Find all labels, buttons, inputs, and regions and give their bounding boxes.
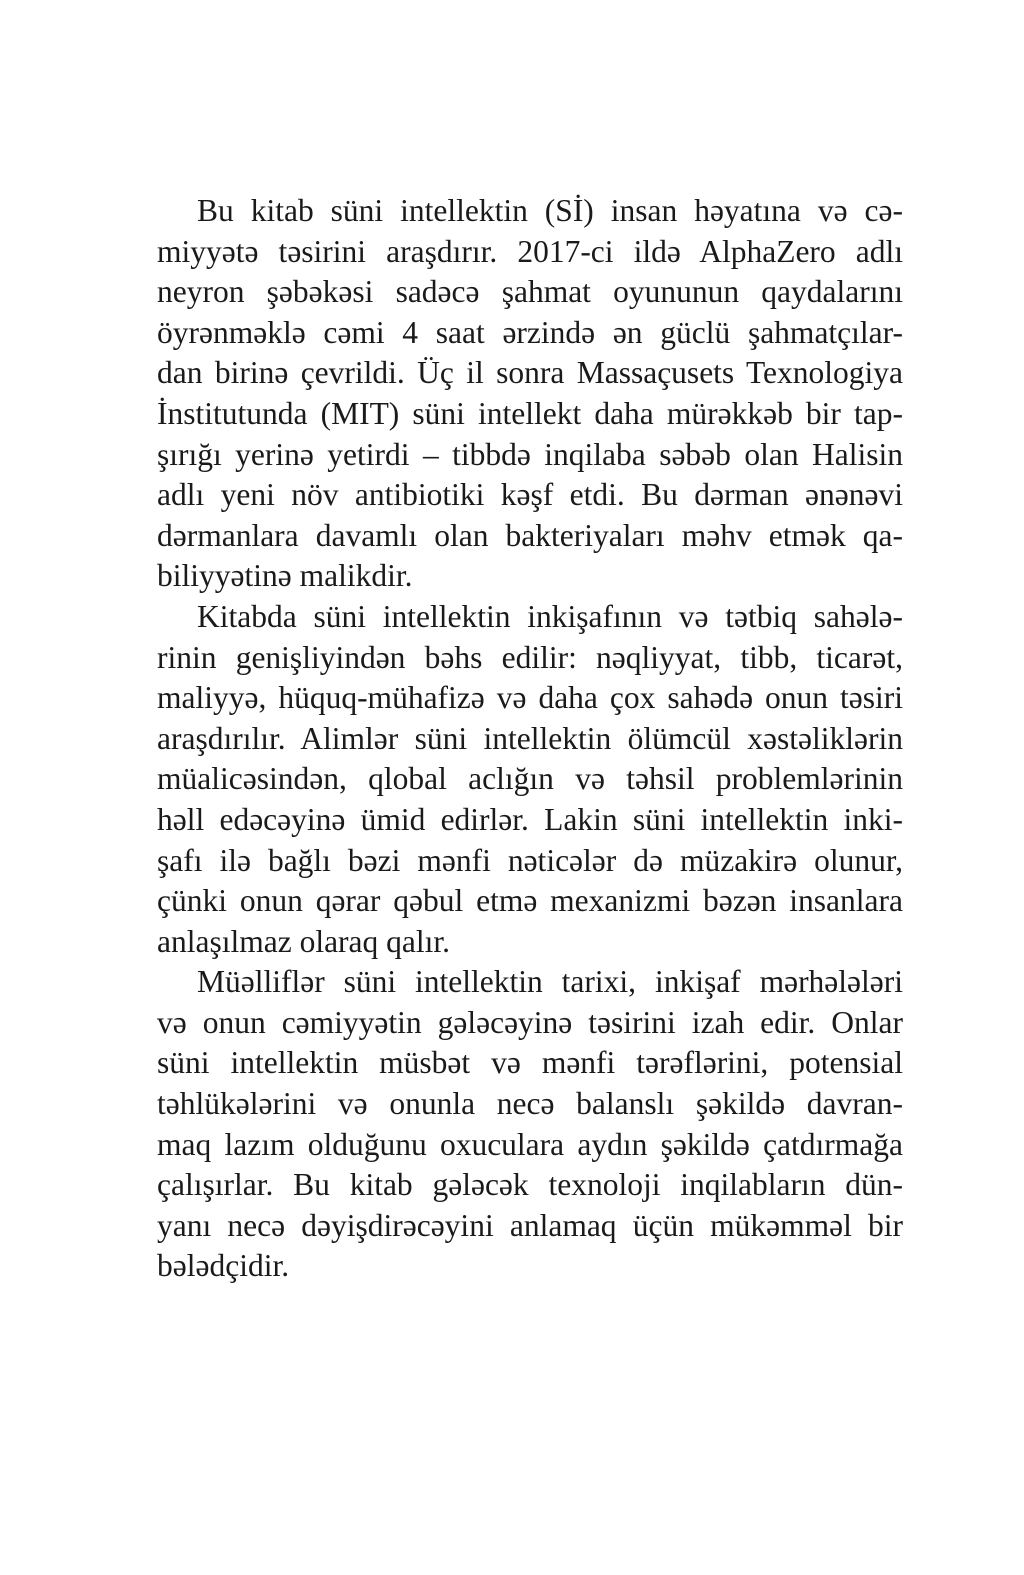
text-line: öyrənməklə cəmi 4 saat ərzində ən güclü şahmatçılar- (157, 314, 903, 350)
text-line: Kitabda süni intellektin inkişafının və tətbiq sahələ- (197, 598, 903, 634)
text-line: həll edəcəyinə ümid edirlər. Lakin süni intellektin inki- (157, 801, 903, 837)
text-line: biliyyətinə malikdir. (157, 558, 413, 594)
text-line: İnstitutunda (MIT) süni intellekt daha mürəkkəb bir tap- (157, 395, 903, 431)
text-line: maq lazım olduğunu oxuculara aydın şəkildə çatdırmağa (157, 1126, 903, 1162)
text-line: Müəlliflər süni intellektin tarixi, inkişaf mərhələləri (197, 964, 903, 1000)
text-line: təhlükələrini və onunla necə balanslı şəkildə davran- (157, 1086, 903, 1122)
text-line: neyron şəbəkəsi sadəcə şahmat oyununun qaydalarını (157, 274, 903, 310)
body-text (157, 191, 903, 1287)
paragraph-2 (157, 597, 903, 962)
text-line: müalicəsindən, qlobal aclığın və təhsil problemlərinin (157, 761, 903, 797)
text-line: şafı ilə bağlı bəzi mənfi nəticələr də müzakirə olunur, (157, 842, 903, 878)
text-line: çalışırlar. Bu kitab gələcək texnoloji inqilabların dün- (157, 1167, 903, 1203)
paragraph-3 (157, 962, 903, 1287)
text-line: anlaşılmaz olaraq qalır. (157, 923, 451, 959)
text-line: adlı yeni növ antibiotiki kəşf etdi. Bu dərman ənənəvi (157, 477, 903, 513)
text-line: çünki onun qərar qəbul etmə mexanizmi bəzən insanlara (157, 883, 903, 919)
text-line: şırığı yerinə yetirdi – tibbdə inqilaba səbəb olan Halisin (157, 436, 903, 472)
text-line: dərmanlara davamlı olan bakteriyaları məhv etmək qa- (157, 517, 903, 553)
text-line: süni intellektin müsbət və mənfi tərəflərini, potensial (157, 1045, 903, 1081)
text-line: və onun cəmiyyətin gələcəyinə təsirini izah edir. Onlar (157, 1004, 903, 1040)
text-line: yanı necə dəyişdirəcəyini anlamaq üçün mükəmməl bir (157, 1207, 903, 1243)
text-line: araşdırılır. Alimlər süni intellektin ölümcül xəstəliklərin (157, 720, 903, 756)
text-line: bələdçidir. (157, 1248, 290, 1284)
paragraph-1 (157, 191, 903, 597)
text-line: maliyyə, hüquq-mühafizə və daha çox sahədə onun təsiri (157, 680, 903, 716)
text-line: Bu kitab süni intellektin (Sİ) insan həyatına və cə- (197, 193, 903, 228)
text-line: dan birinə çevrildi. Üç il sonra Massaçusets Texnologiya (157, 355, 903, 391)
text-line: miyyətə təsirini araşdırır. 2017-ci ildə AlphaZero adlı (157, 233, 903, 269)
text-line: rinin genişliyindən bəhs edilir: nəqliyyat, tibb, ticarət, (157, 639, 903, 675)
